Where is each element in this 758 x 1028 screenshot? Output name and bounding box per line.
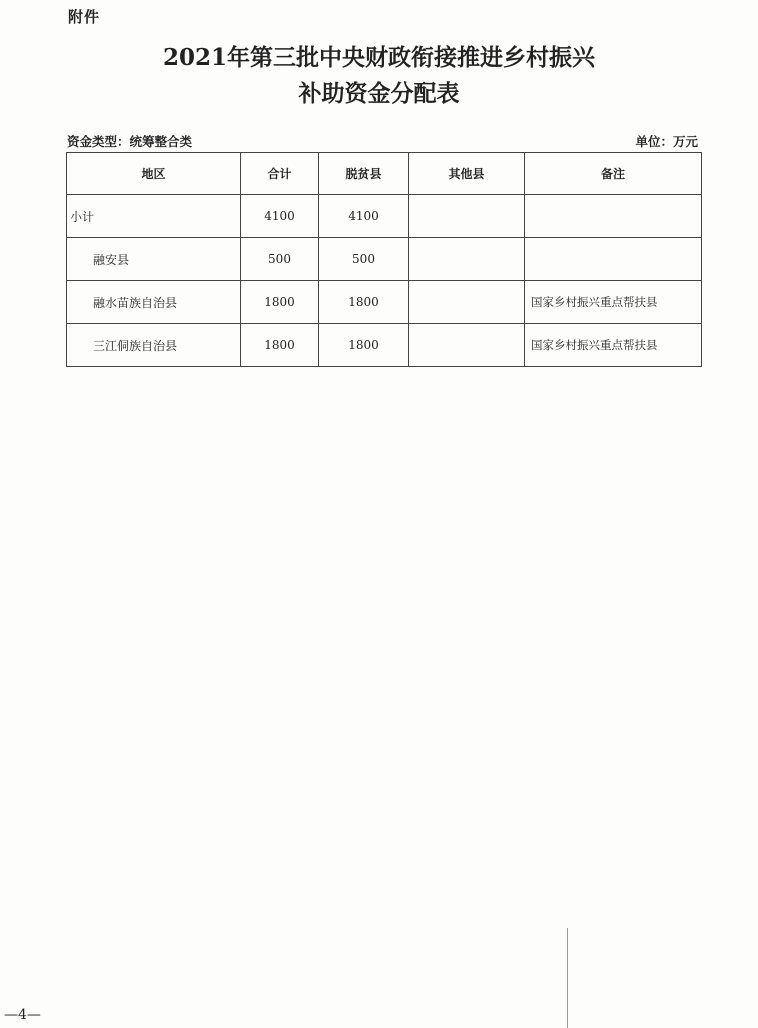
cell-region: 融水苗族自治县 <box>67 281 241 324</box>
cell-region: 融安县 <box>67 238 241 281</box>
attachment-label: 附件 <box>68 8 101 26</box>
table-row-subtotal <box>67 195 702 238</box>
column-header-note: 备注 <box>525 153 702 195</box>
cell-total: 1800 <box>241 281 319 324</box>
cell-poverty: 1800 <box>319 324 409 367</box>
document-title-line1: 2021年第三批中央财政衔接推进乡村振兴 <box>162 44 595 71</box>
cell-region: 小计 <box>67 195 241 238</box>
table-row <box>67 238 702 281</box>
page-number: —4— <box>4 1007 41 1023</box>
document-title-line2: 补助资金分配表 <box>298 80 460 107</box>
cell-note <box>525 195 702 238</box>
table-header-row <box>67 153 702 195</box>
fund-type-label: 资金类型：统筹整合类 <box>67 134 193 149</box>
cell-note: 国家乡村振兴重点帮扶县 <box>525 281 702 324</box>
cell-note: 国家乡村振兴重点帮扶县 <box>525 324 702 367</box>
cell-region: 三江侗族自治县 <box>67 324 241 367</box>
cell-other <box>409 195 525 238</box>
cell-poverty: 500 <box>319 238 409 281</box>
cell-other <box>409 281 525 324</box>
binding-margin-line <box>567 928 568 1028</box>
cell-total: 4100 <box>241 195 319 238</box>
column-header-total: 合计 <box>241 153 319 195</box>
cell-poverty: 4100 <box>319 195 409 238</box>
cell-other <box>409 238 525 281</box>
cell-total: 1800 <box>241 324 319 367</box>
column-header-region: 地区 <box>67 153 241 195</box>
allocation-table <box>66 152 702 367</box>
table-row <box>67 281 702 324</box>
cell-note <box>525 238 702 281</box>
cell-other <box>409 324 525 367</box>
column-header-other-county: 其他县 <box>409 153 525 195</box>
cell-poverty: 1800 <box>319 281 409 324</box>
unit-label: 单位：万元 <box>635 134 698 149</box>
cell-total: 500 <box>241 238 319 281</box>
table-row <box>67 324 702 367</box>
column-header-poverty-county: 脱贫县 <box>319 153 409 195</box>
